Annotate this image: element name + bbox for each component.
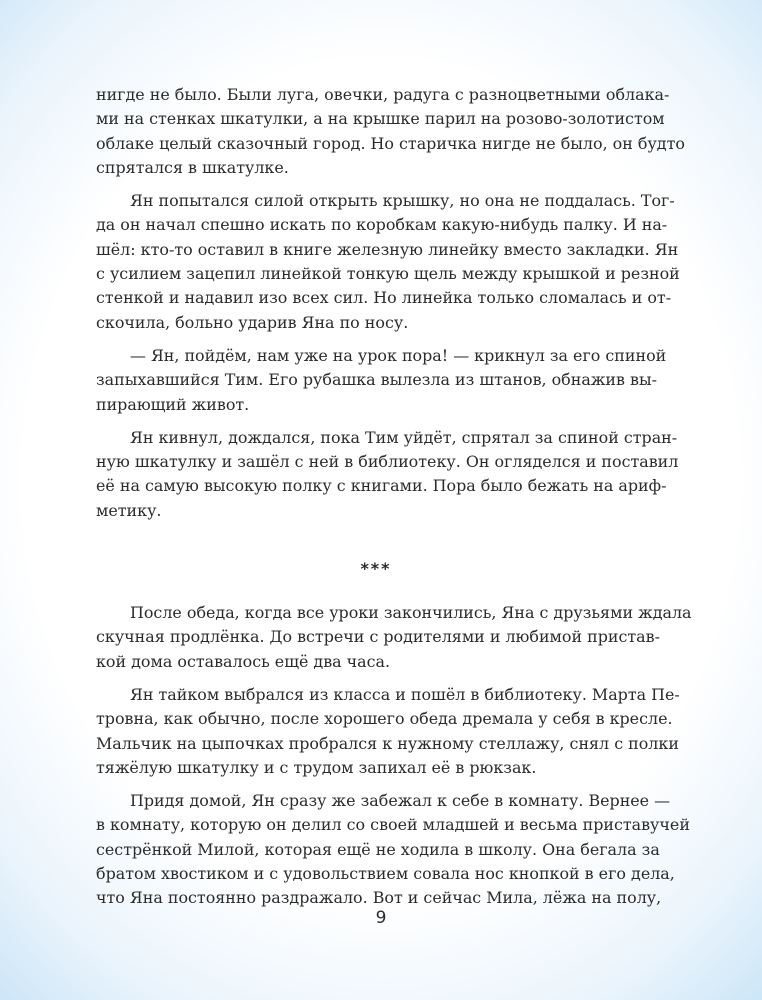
section-separator: *** <box>360 559 392 579</box>
text-line: ную шкатулку и зашёл с ней в библиотеку. Он огляделся и поставил <box>96 452 679 472</box>
paragraph-5 <box>96 601 692 674</box>
paragraph-6 <box>96 683 680 780</box>
page-text <box>96 83 692 911</box>
paragraph-2 <box>96 189 680 335</box>
page-number: 9 <box>375 908 387 928</box>
text-line: Ян тайком выбрался из класса и пошёл в библиотеку. Марта Пе- <box>130 684 680 704</box>
text-line: сестрёнкой Милой, которая ещё не ходила в школу. Она бегала за <box>96 839 660 859</box>
text-line: скочила, больно ударив Яна по носу. <box>96 312 409 332</box>
text-line: пирающий живот. <box>96 394 250 414</box>
text-line: её на самую высокую полку с книгами. Пора было бежать на ариф- <box>96 476 667 496</box>
text-line: запыхавшийся Тим. Его рубашка вылезла из штанов, обнажив вы- <box>96 370 657 390</box>
text-line: — Ян, пойдём, нам уже на урок пора! — крикнул за его спиной <box>130 345 667 365</box>
text-line: Ян попытался силой открыть крышку, но она не поддалась. Тог- <box>130 191 675 211</box>
text-line: тяжёлую шкатулку и с трудом запихал её в рюкзак. <box>96 757 537 777</box>
text-line: в комнату, которую он делил со своей младшей и весьма приставучей <box>96 815 690 835</box>
text-line: что Яна постоянно раздражало. Вот и сейчас Мила, лёжа на полу, <box>96 888 662 908</box>
text-line: да он начал спешно искать по коробкам какую-нибудь палку. И на- <box>96 215 668 235</box>
paragraph-7 <box>96 789 690 910</box>
text-line: Ян кивнул, дождался, пока Тим уйдёт, спрятал за спиной стран- <box>130 427 678 447</box>
paragraph-1 <box>96 83 685 180</box>
text-line: ми на стенках шкатулки, а на крышке парил на розово-золотистом <box>96 109 665 129</box>
text-line: братом хвостиком и с удовольствием совала нос кнопкой в его дела, <box>96 864 675 884</box>
text-line: нигде не было. Были луга, овечки, радуга с разноцветными облака- <box>96 85 670 104</box>
text-line: стенкой и надавил изо всех сил. Но линейка только сломалась и от- <box>96 288 672 308</box>
text-line: шёл: кто-то оставил в книге железную линейку вместо закладки. Ян <box>96 239 679 259</box>
text-line: Мальчик на цыпочках пробрался к нужному стеллажу, снял с полки <box>96 733 679 753</box>
text-line: После обеда, когда все уроки закончились, Яна с друзьями ждала <box>130 603 692 623</box>
text-line: спрятался в шкатулке. <box>96 157 289 177</box>
text-line: Придя домой, Ян сразу же забежал к себе в комнату. Вернее — <box>130 791 671 811</box>
text-line: тровна, как обычно, после хорошего обеда дремала у себя в кресле. <box>96 709 673 729</box>
paragraph-3 <box>96 344 667 417</box>
text-line: кой дома оставалось ещё два часа. <box>96 651 391 671</box>
text-line: метику. <box>96 500 162 520</box>
text-line: облаке целый сказочный город. Но старичка нигде не было, он будто <box>96 133 685 153</box>
text-line: скучная продлёнка. До встречи с родителями и любимой пристав- <box>96 627 660 647</box>
text-line: с усилием зацепил линейкой тонкую щель между крышкой и резной <box>96 264 680 284</box>
paragraph-4 <box>96 426 679 523</box>
